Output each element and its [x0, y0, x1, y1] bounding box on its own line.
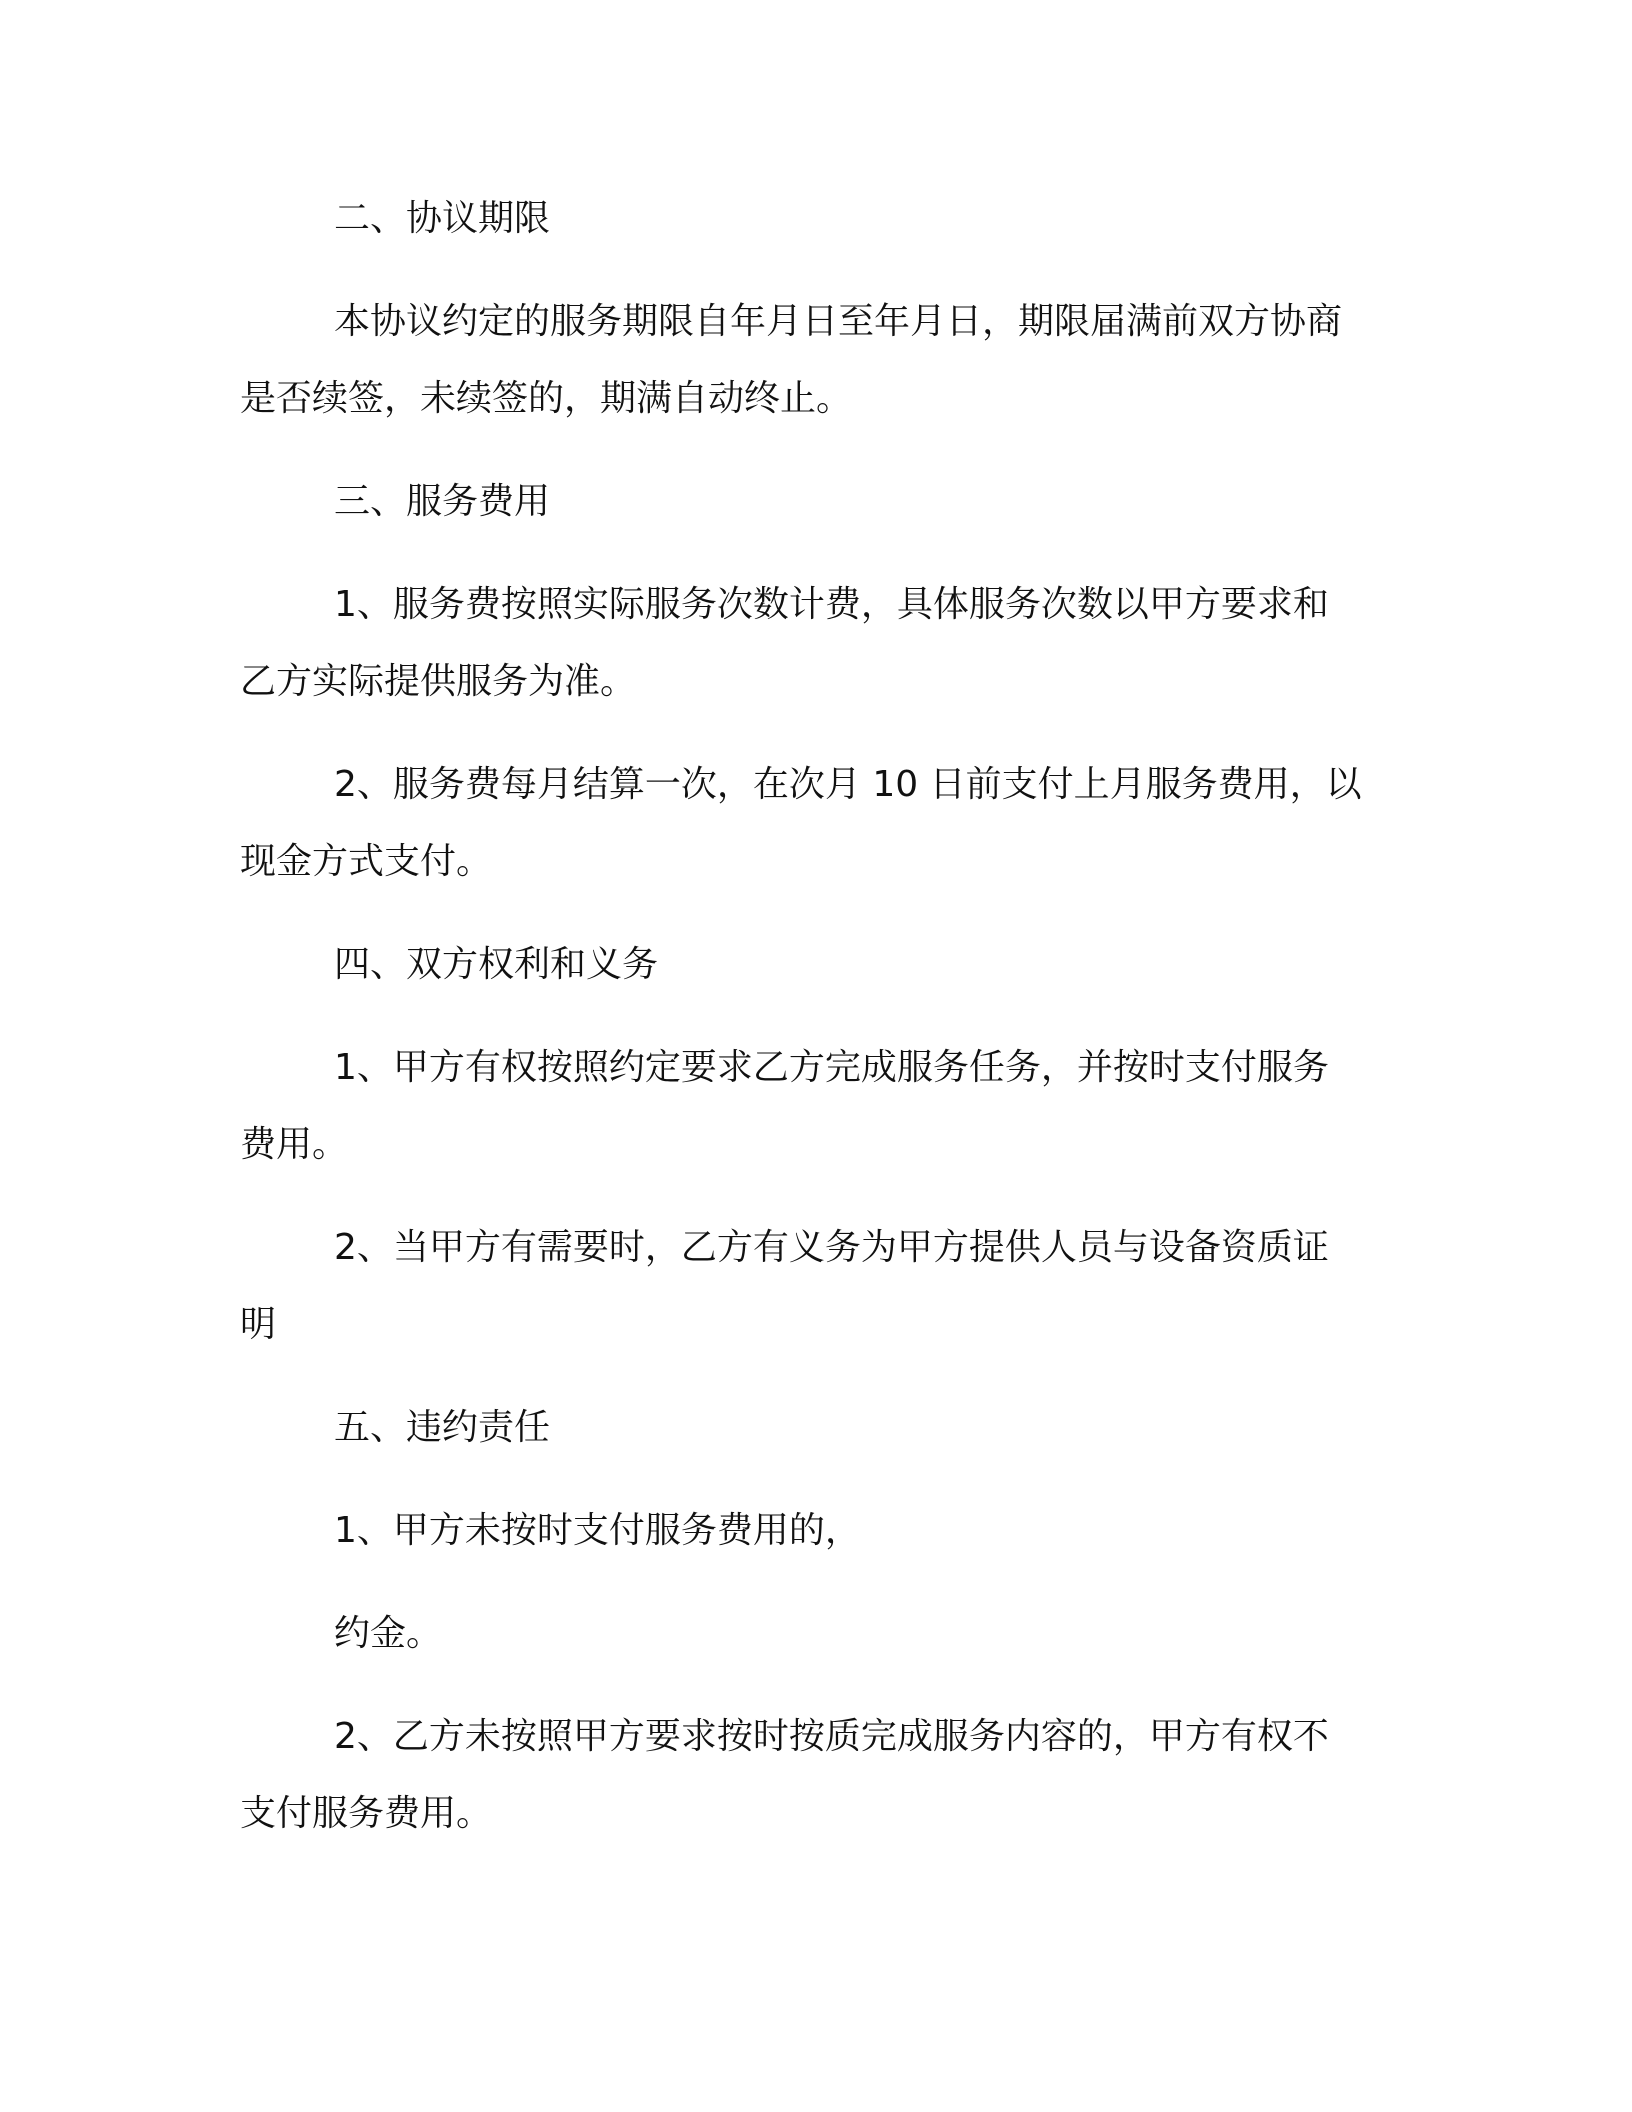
paragraph-line: 现金方式支付。: [240, 841, 493, 882]
section-heading-term: 二、协议期限: [334, 198, 551, 239]
paragraph-line: 1、服务费按照实际服务次数计费，具体服务次数以甲方要求和: [334, 584, 1329, 625]
paragraph-liability-1: 1、甲方未按时支付服务费用的，: [334, 1510, 861, 1551]
paragraph-fees-2: [240, 746, 1390, 900]
section-heading-liability: 五、违约责任: [334, 1407, 551, 1448]
paragraph-fees-1: [240, 566, 1390, 720]
paragraph-line: 2、当甲方有需要时，乙方有义务为甲方提供人员与设备资质证: [334, 1227, 1329, 1268]
paragraph-line: 是否续签，未续签的，期满自动终止。: [240, 378, 853, 419]
paragraph-line: 2、乙方未按照甲方要求按时按质完成服务内容的，甲方有权不: [334, 1716, 1329, 1757]
paragraph-line: 1、甲方有权按照约定要求乙方完成服务任务，并按时支付服务: [334, 1047, 1329, 1088]
paragraph-line: 费用。: [240, 1124, 349, 1165]
paragraph-line: 2、服务费每月结算一次，在次月 10 日前支付上月服务费用，以: [334, 764, 1362, 805]
paragraph-line: 明: [240, 1304, 277, 1345]
paragraph-line: 乙方实际提供服务为准。: [240, 661, 637, 702]
section-heading-rights: 四、双方权利和义务: [334, 944, 659, 985]
paragraph-line: 支付服务费用。: [240, 1793, 493, 1834]
document-body: [240, 180, 1390, 1878]
paragraph-rights-2: [240, 1209, 1390, 1363]
paragraph-rights-1: [240, 1029, 1390, 1183]
paragraph-liability-1-cont: 约金。: [334, 1613, 443, 1654]
paragraph-line: 本协议约定的服务期限自年月日至年月日，期限届满前双方协商: [334, 301, 1343, 342]
paragraph-liability-2: [240, 1698, 1390, 1852]
paragraph-term: [240, 283, 1390, 437]
section-heading-fees: 三、服务费用: [334, 481, 551, 522]
